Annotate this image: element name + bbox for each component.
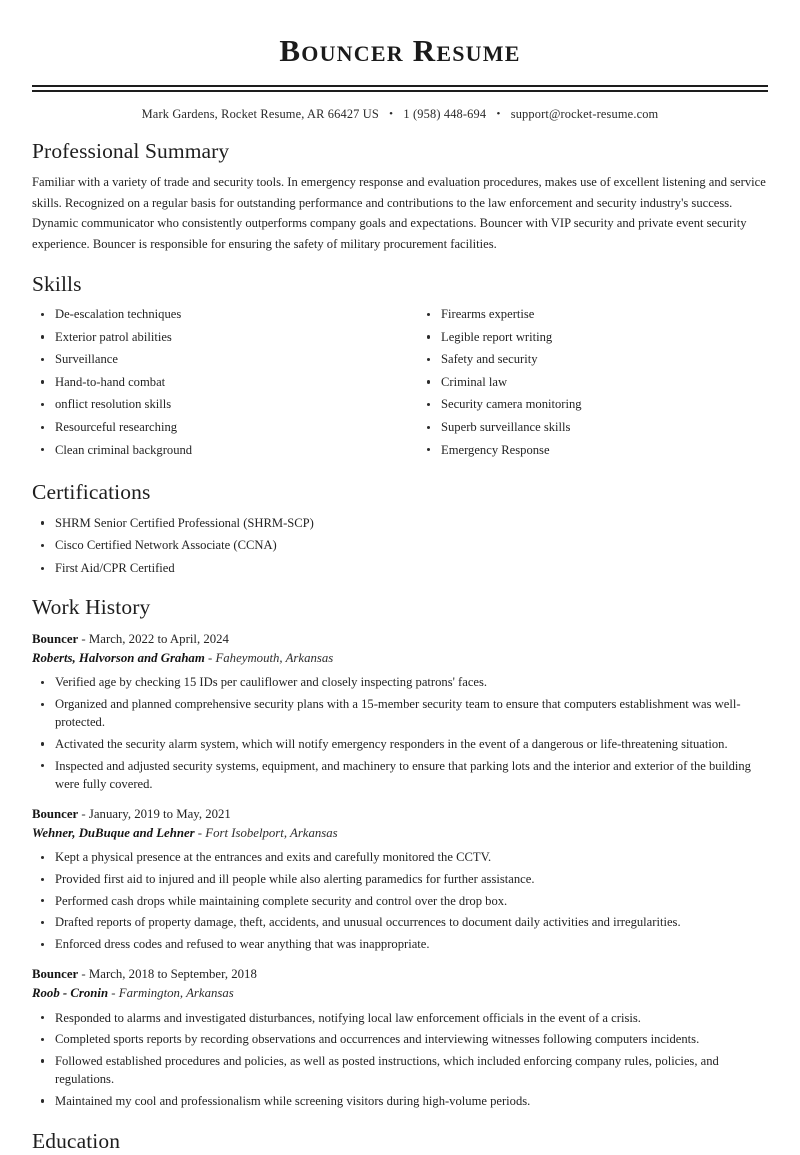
- section-heading-education: Education: [32, 1129, 121, 1154]
- job-title-line: Bouncer - January, 2019 to May, 2021: [32, 807, 231, 822]
- list-item: Clean criminal background: [32, 441, 400, 459]
- section-heading-work-history: Work History: [32, 595, 151, 620]
- list-item: First Aid/CPR Certified: [32, 559, 768, 577]
- list-item: Security camera monitoring: [418, 395, 768, 413]
- list-item: Kept a physical presence at the entrances and exits and carefully monitored the CCTV.: [32, 848, 768, 866]
- list-item: Safety and security: [418, 350, 768, 368]
- job-role: Bouncer: [32, 807, 79, 822]
- job-company-line: Roberts, Halvorson and Graham - Faheymouth, Arkansas: [32, 651, 334, 666]
- list-item: De-escalation techniques: [32, 305, 400, 323]
- list-item: Followed established procedures and policies, as well as posted instructions, which included enforcing company rules, policies, and regulations.: [32, 1052, 768, 1089]
- list-item: Superb surveillance skills: [418, 418, 768, 436]
- list-item: Resourceful researching: [32, 418, 400, 436]
- contact-separator-2: •: [496, 107, 501, 120]
- certifications-list: [32, 514, 768, 577]
- list-item: SHRM Senior Certified Professional (SHRM-SCP): [32, 514, 768, 532]
- section-work-history: [32, 595, 768, 1110]
- section-heading-certifications: Certifications: [32, 480, 151, 505]
- job-bullets: [32, 848, 768, 953]
- job-bullets: [32, 673, 768, 793]
- page-title: Bouncer Resume: [279, 33, 521, 68]
- job-title-line: Bouncer - March, 2022 to April, 2024: [32, 632, 229, 647]
- list-item: Hand-to-hand combat: [32, 373, 400, 391]
- skills-column-left: [32, 305, 400, 463]
- skills-list-left: [32, 305, 400, 459]
- list-item: Verified age by checking 15 IDs per cauliflower and closely inspecting patrons' faces.: [32, 673, 768, 691]
- section-certifications: [32, 480, 768, 577]
- job-company-line: Wehner, DuBuque and Lehner - Fort Isobelport, Arkansas: [32, 826, 338, 841]
- list-item: Organized and planned comprehensive security plans with a 15-member security team to ensure that computers establishment was well-protected.: [32, 695, 768, 732]
- list-item: Surveillance: [32, 350, 400, 368]
- list-item: Exterior patrol abilities: [32, 328, 400, 346]
- contact-phone: 1 (958) 448-694: [403, 106, 487, 121]
- job-role: Bouncer: [32, 632, 79, 647]
- job-company: Roob - Cronin: [32, 986, 109, 1001]
- summary-text: Familiar with a variety of trade and security tools. In emergency response and evaluation procedures, makes use of excellent listening and service skills. Recognized on a regular basis for outstanding performance and contributions to the law enforcement and security industry's success. Dynamic communicator who consistently outperforms company goals and expectations. Bouncer with VIP security and private event security experience. Bouncer is responsible for ensuring the safety of military procurement facilities.: [32, 175, 766, 251]
- list-item: Enforced dress codes and refused to wear anything that was inappropriate.: [32, 935, 768, 953]
- list-item: Responded to alarms and investigated disturbances, notifying local law enforcement officials in the event of a crisis.: [32, 1009, 768, 1027]
- job-location: Faheymouth, Arkansas: [215, 651, 334, 666]
- list-item: Maintained my cool and professionalism while screening visitors during high-volume periods.: [32, 1092, 768, 1110]
- job-company: Roberts, Halvorson and Graham: [32, 651, 205, 666]
- job-location: Fort Isobelport, Arkansas: [205, 826, 338, 841]
- list-item: Completed sports reports by recording observations and occurrences and interviewing witnesses following computers incidents.: [32, 1030, 768, 1048]
- list-item: Drafted reports of property damage, theft, accidents, and unusual occurrences to document daily activities and irregularities.: [32, 913, 768, 931]
- job-bullets: [32, 1009, 768, 1110]
- list-item: Emergency Response: [418, 441, 768, 459]
- skills-list-right: [418, 305, 768, 459]
- section-skills: [32, 272, 768, 464]
- header-divider: [32, 85, 768, 92]
- work-history-entry: [32, 805, 768, 953]
- job-title-line: Bouncer - March, 2018 to September, 2018: [32, 967, 257, 982]
- list-item: Inspected and adjusted security systems, equipment, and machinery to ensure that parking lots and the interior and exterior of the building were fully covered.: [32, 757, 768, 794]
- section-education: [32, 1129, 768, 1155]
- job-company: Wehner, DuBuque and Lehner: [32, 826, 195, 841]
- job-role: Bouncer: [32, 967, 79, 982]
- list-item: Provided first aid to injured and ill people while also alerting paramedics for further assistance.: [32, 870, 768, 888]
- list-item: Firearms expertise: [418, 305, 768, 323]
- list-item: Criminal law: [418, 373, 768, 391]
- contact-line: [32, 107, 768, 122]
- list-item: onflict resolution skills: [32, 395, 400, 413]
- skills-columns: [32, 305, 768, 463]
- section-heading-skills: Skills: [32, 271, 82, 296]
- section-heading-summary: Professional Summary: [32, 138, 230, 163]
- job-dates: March, 2018 to September, 2018: [88, 967, 257, 982]
- job-dates: January, 2019 to May, 2021: [88, 807, 231, 822]
- list-item: Legible report writing: [418, 328, 768, 346]
- contact-address: Mark Gardens, Rocket Resume, AR 66427 US: [141, 106, 379, 121]
- work-history-entry: [32, 630, 768, 793]
- job-dates: March, 2022 to April, 2024: [88, 632, 229, 647]
- job-location: Farmington, Arkansas: [118, 986, 234, 1001]
- contact-email: support@rocket-resume.com: [510, 106, 659, 121]
- contact-separator-1: •: [389, 107, 394, 120]
- job-company-line: Roob - Cronin - Farmington, Arkansas: [32, 986, 234, 1001]
- list-item: Performed cash drops while maintaining complete security and control over the drop box.: [32, 892, 768, 910]
- work-history-entry: [32, 965, 768, 1110]
- list-item: Activated the security alarm system, which will notify emergency responders in the event of a dangerous or life-threatening situation.: [32, 735, 768, 753]
- section-professional-summary: [32, 139, 768, 255]
- skills-column-right: [400, 305, 768, 463]
- list-item: Cisco Certified Network Associate (CCNA): [32, 536, 768, 554]
